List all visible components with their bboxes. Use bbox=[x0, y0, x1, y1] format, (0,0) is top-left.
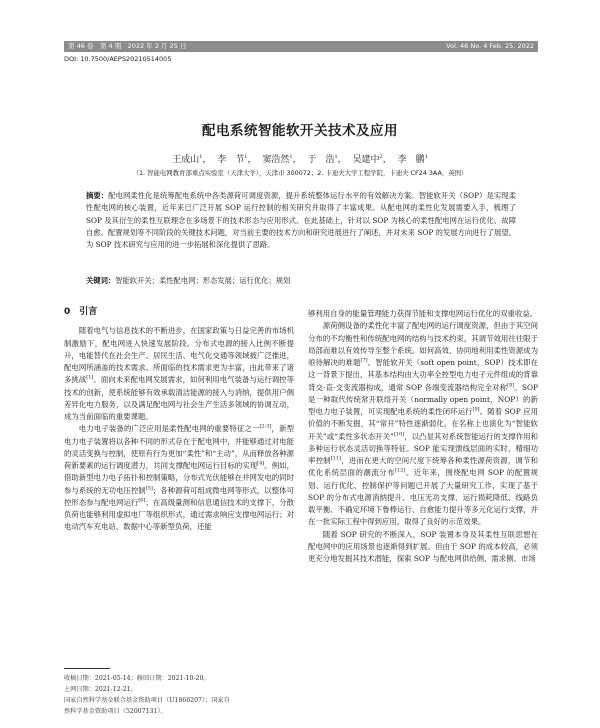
author: 李 鹏 bbox=[397, 155, 425, 165]
header-volume-cn: 第 46 卷 第 4 期 2022 年 2 月 25 日 bbox=[68, 42, 187, 50]
keywords bbox=[86, 276, 516, 286]
right-column bbox=[308, 308, 538, 565]
funding-line: 国家自然科学基金联合基金资助项目（U1866207）；国家自 bbox=[64, 697, 230, 704]
abstract bbox=[86, 190, 516, 251]
paragraph: 电力电子装备的广泛应用是柔性配电网的重要特征之一[2-3]，新型电力电子装置将以各种不同的形式存在于配电网中，并能够通过对电能的灵活变换与控制，使原有行为更加“柔性”和“主动”，从而释放各种源荷新要素的运行调度潜力，共同支撑配电网运行目标的实现[4]。例如，借助新型电力电子拓扑和控制策略，分布式光伏能够在并网发电的同时参与系统的无功电压控制[5]；各种源荷可组成微电网等形式，以整体可控形态参与配电网运行[6]；在高级量测和信息通信技术的支撑下，分散负荷也能够利用虚拟电厂等组织形式，通过需求响应支撑电网运行；对电动汽车充电站、数据中心等新型负荷，还能 bbox=[64, 423, 294, 532]
author: 于 浩 bbox=[307, 155, 335, 165]
paragraph: 随着 SOP 研究的不断深入，SOP 装置本身及其柔性互联思想在配电网中的应用场景也逐渐得到扩展。但由于 SOP 的成本较高，必须更充分地发掘其技术潜能，探索 SOP 与配电网供给侧、需求侧、市场 bbox=[308, 529, 538, 563]
footnotes bbox=[64, 673, 294, 717]
author: 王成山 bbox=[172, 155, 200, 165]
footnote-rule bbox=[64, 668, 110, 669]
keywords-label: 关键词： bbox=[86, 276, 116, 285]
author-list: 王成山$^1$， 李 节$^1$， 窦浩然$^1$， 于 浩$^1$， 吴建中$^2$， 李 鹏$^1$ bbox=[172, 154, 428, 165]
author: 窦浩然 bbox=[262, 155, 290, 165]
author: 吴建中 bbox=[352, 155, 380, 165]
abstract-text: 配电网柔性化是统筹配电系统中各类源荷可调度资源，提升系统整体运行水平的有效解决方案。智能软开关（SOP）是实现柔性配电网的核心装置，近年来已广泛开展 SOP 运行控制的相关研究并取得了丰富成果。从配电网的柔性化发展需要入手，梳理了 SOP 及其衍生的柔性互联理念在多场景下的技术形态与应用形式。在此基础上，针对以 SOP 为核心的柔性配电网在运行优化、故障自愈、配置规划等不同阶段的关键技术问题，对当前主要的技术方向和研究进展进行了阐述，并对未来 SOP 的发展方向进行了展望，为 SOP 技术研究与应用的进一步拓展和深化提供了思路。 bbox=[86, 191, 516, 250]
paragraph: 随着电气与信息技术的不断进步，在国家政策与日益完善的市场机制激励下，配电网进入快速发展阶段。分布式电源的接入比例不断提升，电能替代在社会生产、居民生活、电气化交通等领域被广泛推进，配电网所涵盖的技术需求、所面临的技术需求更为丰富，由此带来了诸多挑战[1]。面向未来配电网发展需求，如何利用电气装备与运行调控等技术的创新，使系统能够有效承载清洁能源的接入与消纳，提供用户侧差异化电力服务，以及满足配电网与社会生产生活多领域的协调互动，成为当前面临的重要课题。 bbox=[64, 326, 294, 421]
paragraph: 源荷侧设备的柔性化丰富了配电网的运行调度资源，但由于其空间分布的不均衡性和传统配电网的结构与技术约束，其调节效用往往限于局部而难以有效传导至整个系统。如何高效、协同地利用柔性资源成为亟待解决的难题[7]。智能软开关（soft open point，SOP）技术即在这一背景下提出，其基本结构由大功率全控型电力电子元件组成的背靠背交-直-交变流器构成，通常 SOP 各端变流器结构完全对称[8]。SOP 是一种取代传统常开联络开关（normally open point，NOP）的新型电力电子装置，可实现配电系统的柔性闭环运行[9]。随着 SOP 应用价值的不断发掘，其“常开”特性逐渐弱化，在名称上也演化为“智能软开关”或“柔性多状态开关”[10]，以凸显其对系统智能运行的支撑作用和多种运行状态灵活切换等特征。SOP 能实现馈线层面的实时、精细功率控制[11]，进而在更大的空间尺度下统筹各种柔性源荷资源，调节和优化系统层面的潮流分布[12]。近年来，围绕配电网 SOP 的配置规划、运行优化、控制保护等问题已开展了大量研究工作，实现了基于 SOP 的分布式电源消纳提升、电压无功支撑、运行损耗降低、线路负载平衡、不确定环境下鲁棒运行、自愈能力提升等多元化运行支撑，并在一批实际工程中得到应用，取得了良好的示范效果。 bbox=[308, 321, 538, 527]
journal-header-bar bbox=[64, 41, 538, 52]
online-date: 上网日期：2021-12-21。 bbox=[64, 686, 137, 693]
header-volume-en: Vol. 46 No. 4 Feb. 25, 2022 bbox=[446, 42, 534, 50]
paragraph: 够利用自身的能量管理能力获得节能和支撑电网运行优化的双重收益。 bbox=[308, 309, 538, 318]
keywords-text: 智能软开关；柔性配电网；形态发展；运行优化；规划 bbox=[115, 276, 291, 285]
funding-line: 然科学基金资助项目（52007131）。 bbox=[64, 708, 167, 715]
paper-title: 配电系统智能软开关技术及应用 bbox=[202, 123, 398, 139]
left-column bbox=[64, 306, 294, 534]
affiliation: （1. 智能电网教育部重点实验室（天津大学），天津市 300072；2. 卡迪夫大学工程学院，卡迪夫 CF24 3AA，英国） bbox=[132, 169, 468, 177]
abstract-label: 摘要： bbox=[86, 191, 109, 200]
doi: DOI: 10.7500/AEPS20210514005 bbox=[64, 55, 172, 63]
author: 李 节 bbox=[217, 155, 245, 165]
received-date: 收稿日期：2021-05-14；修回日期：2021-10-20。 bbox=[64, 675, 210, 682]
section-heading: 0 引言 bbox=[64, 307, 98, 317]
